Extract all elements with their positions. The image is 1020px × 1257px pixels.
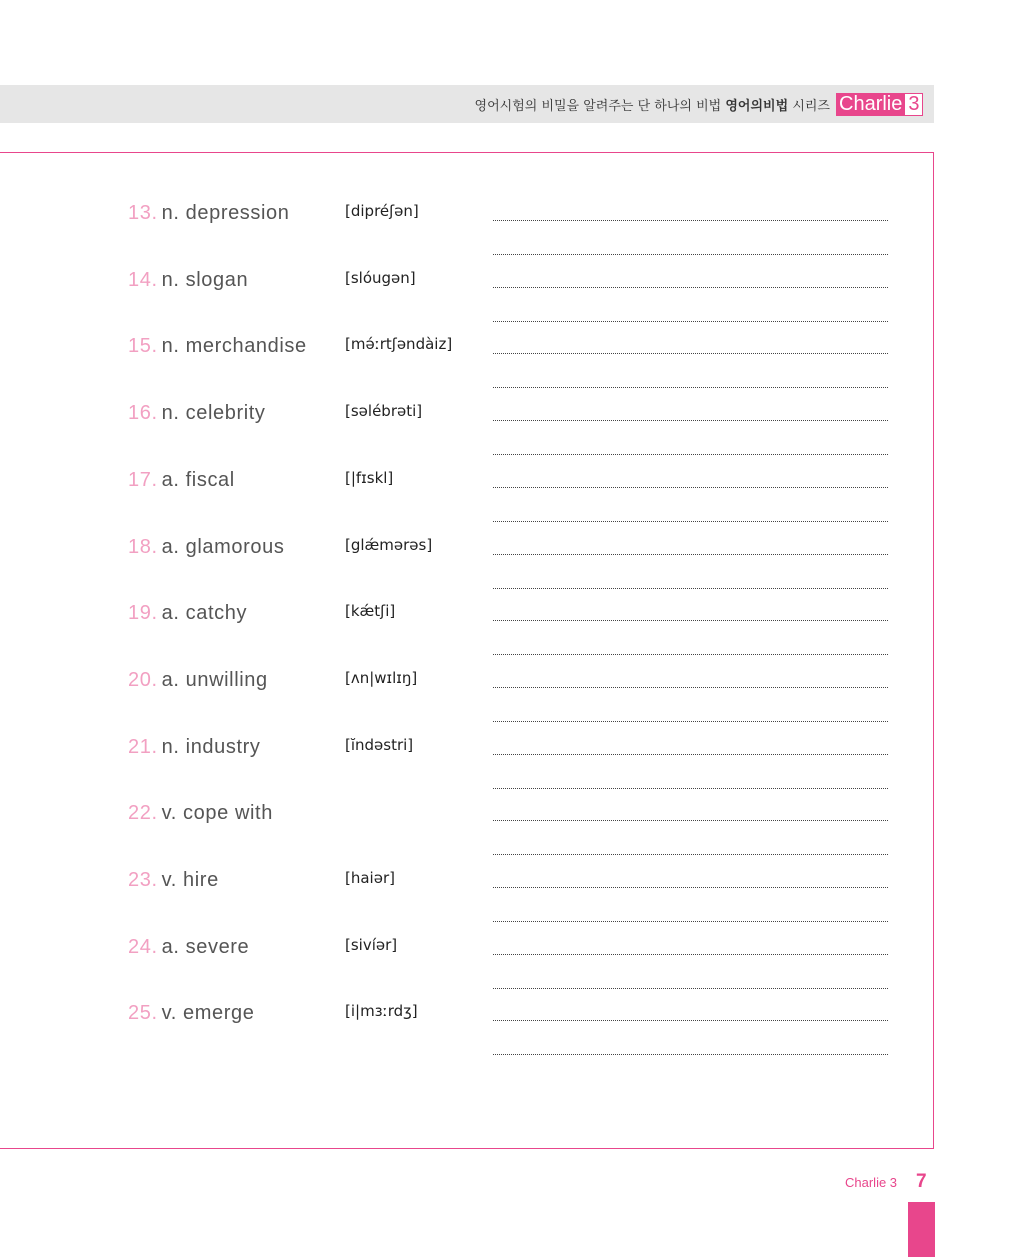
writing-line[interactable] — [493, 321, 888, 322]
vocab-term — [128, 802, 273, 825]
writing-line[interactable] — [493, 954, 888, 955]
vocab-number: 21. — [128, 736, 158, 758]
vocab-number: 13. — [128, 202, 158, 224]
writing-line[interactable] — [493, 521, 888, 522]
vocab-word: v. emerge — [161, 1002, 255, 1024]
writing-line[interactable] — [493, 588, 888, 589]
vocab-pronunciation: [|fɪskl] — [345, 469, 394, 487]
writing-line[interactable] — [493, 287, 888, 288]
vocab-pronunciation: [sivíər] — [345, 936, 398, 954]
writing-line[interactable] — [493, 620, 888, 621]
vocab-word: a. glamorous — [161, 536, 285, 558]
vocab-word: n. slogan — [161, 269, 249, 291]
writing-line[interactable] — [493, 454, 888, 455]
vocab-pronunciation: [ʌn|wɪlɪŋ] — [345, 669, 418, 687]
vocab-word: a. severe — [161, 936, 250, 958]
page-tab-marker — [908, 1202, 935, 1257]
vocab-word: v. cope with — [161, 802, 273, 824]
vocab-term — [128, 469, 235, 492]
writing-line[interactable] — [493, 387, 888, 388]
vocab-term — [128, 869, 219, 892]
vocab-word: n. celebrity — [161, 402, 266, 424]
writing-line[interactable] — [493, 353, 888, 354]
vocab-pronunciation: [ĭndəstri] — [345, 736, 414, 754]
writing-line[interactable] — [493, 220, 888, 221]
series-subtitle — [475, 95, 830, 114]
vocab-number: 23. — [128, 869, 158, 891]
vocab-number: 14. — [128, 269, 158, 291]
subtitle-bold: 영어의비법 — [725, 99, 789, 114]
vocab-number: 18. — [128, 536, 158, 558]
vocab-pronunciation: [slóugən] — [345, 269, 416, 287]
footer-label: Charlie 3 — [845, 1175, 898, 1190]
vocab-word: a. catchy — [161, 602, 248, 624]
vocab-pronunciation: [i|mɜːrdʒ] — [345, 1002, 418, 1020]
vocab-word: n. depression — [161, 202, 290, 224]
writing-line[interactable] — [493, 554, 888, 555]
vocab-term — [128, 602, 247, 625]
content-frame — [0, 152, 934, 1149]
vocab-pronunciation: [səlébrəti] — [345, 402, 423, 420]
writing-line[interactable] — [493, 687, 888, 688]
vocab-word: a. unwilling — [161, 669, 268, 691]
writing-line[interactable] — [493, 487, 888, 488]
vocab-term — [128, 669, 268, 692]
vocab-word: v. hire — [161, 869, 219, 891]
writing-line[interactable] — [493, 988, 888, 989]
writing-line[interactable] — [493, 820, 888, 821]
vocab-word: a. fiscal — [161, 469, 235, 491]
writing-line[interactable] — [493, 420, 888, 421]
vocab-term — [128, 536, 284, 559]
vocab-word: n. industry — [161, 736, 261, 758]
writing-line[interactable] — [493, 1020, 888, 1021]
writing-line[interactable] — [493, 788, 888, 789]
vocab-pronunciation: [glǽmərəs] — [345, 536, 433, 554]
writing-line[interactable] — [493, 654, 888, 655]
brand-number: 3 — [904, 93, 923, 116]
vocab-term — [128, 402, 266, 425]
writing-line[interactable] — [493, 921, 888, 922]
vocab-number: 19. — [128, 602, 158, 624]
brand-logo — [836, 93, 923, 116]
vocab-term — [128, 335, 307, 358]
vocab-term — [128, 736, 260, 759]
writing-line[interactable] — [493, 754, 888, 755]
writing-line[interactable] — [493, 254, 888, 255]
vocab-number: 20. — [128, 669, 158, 691]
vocab-term — [128, 202, 290, 225]
page-number: 7 — [916, 1171, 927, 1192]
vocab-pronunciation: [mə́ːrtʃəndàiz] — [345, 335, 453, 353]
vocab-number: 24. — [128, 936, 158, 958]
vocab-term — [128, 936, 249, 959]
vocab-pronunciation: [haiər] — [345, 869, 395, 887]
brand-name: Charlie — [836, 93, 904, 116]
writing-line[interactable] — [493, 1054, 888, 1055]
vocab-number: 16. — [128, 402, 158, 424]
vocab-term — [128, 1002, 254, 1025]
vocab-word: n. merchandise — [161, 335, 307, 357]
vocab-term — [128, 269, 248, 292]
subtitle-prefix: 영어시험의 비밀을 알려주는 단 하나의 비법 — [474, 99, 722, 114]
writing-line[interactable] — [493, 721, 888, 722]
vocab-number: 17. — [128, 469, 158, 491]
writing-line[interactable] — [493, 887, 888, 888]
writing-line[interactable] — [493, 854, 888, 855]
vocab-number: 22. — [128, 802, 158, 824]
vocab-number: 25. — [128, 1002, 158, 1024]
vocab-pronunciation: [kǽtʃi] — [345, 602, 396, 620]
vocab-pronunciation: [dipréʃən] — [345, 202, 419, 220]
subtitle-suffix: 시리즈 — [792, 99, 830, 114]
vocab-number: 15. — [128, 335, 158, 357]
